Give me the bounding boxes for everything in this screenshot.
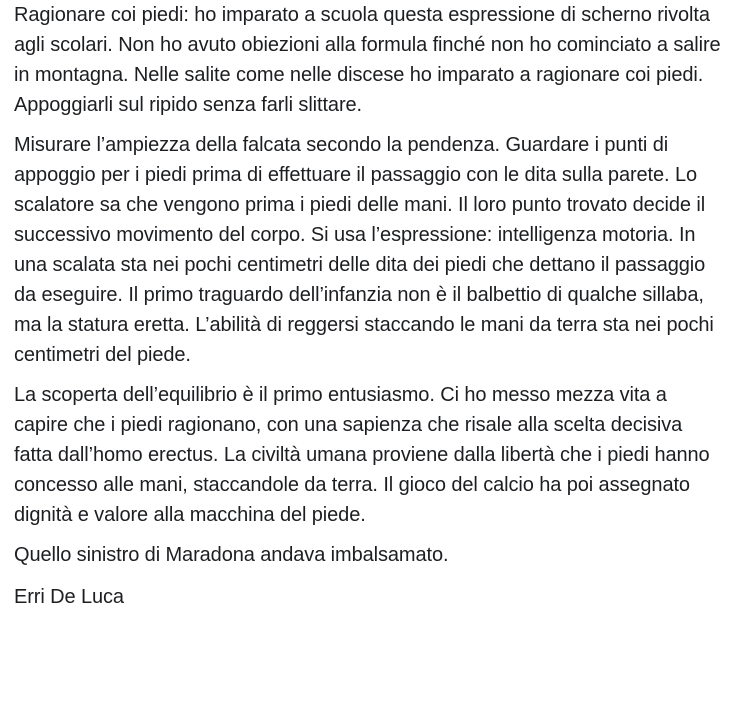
post-author-signature: Erri De Luca [14,586,124,608]
post-body [14,0,726,612]
post-paragraph-3: La scoperta dell’equilibrio è il primo entusiasmo. Ci ho messo mezza vita a capire che i piedi ragionano, con una sapienza che risale alla scelta decisiva fatta dall’homo erectus. La civiltà umana proviene dalla libertà che i piedi hanno concesso alle mani, staccandole da terra. Il gioco del calcio ha poi assegnato dignità e valore alla macchina del piede. [14,384,710,526]
post-paragraph-4: Quello sinistro di Maradona andava imbalsamato. [14,544,449,566]
post-paragraph-2: Misurare l’ampiezza della falcata secondo la pendenza. Guardare i punti di appoggio per i piedi prima di effettuare il passaggio con le dita sulla parete. Lo scalatore sa che vengono prima i piedi delle mani. Il loro punto trovato decide il successivo movimento del corpo. Si usa l’espressione: intelligenza motoria. In una scalata sta nei pochi centimetri delle dita dei piedi che dettano il passaggio da eseguire. Il primo traguardo dell’infanzia non è il balbettio di qualche sillaba, ma la statura eretta. L’abilità di reggersi staccando le mani da terra sta nei pochi centimetri del piede. [14,134,714,366]
post-paragraph-1: Ragionare coi piedi: ho imparato a scuola questa espressione di scherno rivolta agli scolari. Non ho avuto obiezioni alla formula finché non ho cominciato a salire in montagna. Nelle salite come nelle discese ho imparato a ragionare coi piedi. Appoggiarli sul ripido senza farli slittare. [14,4,721,116]
